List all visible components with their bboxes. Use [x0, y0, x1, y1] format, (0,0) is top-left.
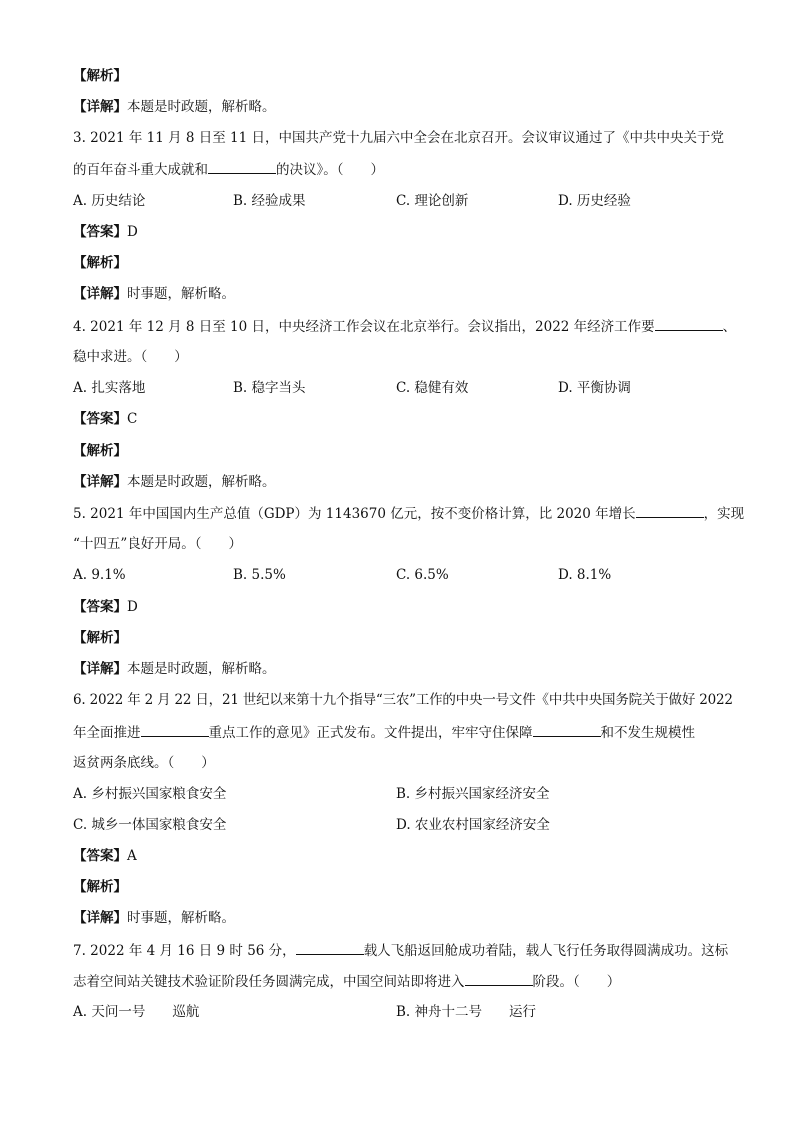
q7-option-a: A. 天问一号 巡航 — [73, 1004, 200, 1020]
q4-option-c: C. 稳健有效 — [396, 380, 469, 396]
detail-line: 【详解】本题是时政题，解析略。 — [73, 99, 276, 115]
q4-option-a: A. 扎实落地 — [73, 380, 146, 396]
q4-analysis-label: 【解析】 — [73, 443, 127, 459]
q4-stem-line2: 稳中求进。（ ） — [73, 349, 188, 365]
q6-stem-line2: 年全面推进 重点工作的意见》正式发布。文件提出，牢牢守住保障 和不发生规模性 — [73, 722, 724, 742]
q6-analysis-label: 【解析】 — [73, 879, 127, 895]
q6-option-c: C. 城乡一体国家粮食安全 — [73, 817, 227, 833]
q3-blank — [208, 159, 276, 174]
q3-answer: 【答案】D — [73, 224, 138, 240]
q6-option-a: A. 乡村振兴国家粮食安全 — [73, 786, 227, 802]
q6-answer: 【答案】A — [73, 848, 137, 864]
q4-blank — [655, 316, 723, 331]
q3-detail: 【详解】时事题，解析略。 — [73, 286, 235, 302]
q6-options-row1 — [73, 784, 724, 804]
q6-stem-line3: 返贫两条底线。（ ） — [73, 755, 215, 771]
q7-stem-line1: 7. 2022 年 4 月 16 日 9 时 56 分， 载人飞船返回舱成功着陆，载人飞行任务取得圆满成功。这标 — [73, 940, 724, 960]
q5-blank — [636, 503, 704, 518]
q6-blank-1 — [141, 722, 209, 737]
q6-stem-line1: 6. 2022 年 2 月 22 日，21 世纪以来第十九个指导“三农”工作的中央一号文件《中共中央国务院关于做好 2022 — [73, 692, 733, 708]
q5-option-d: D. 8.1% — [558, 567, 612, 583]
q3-option-b: B. 经验成果 — [233, 193, 306, 209]
q5-stem-line2: “十四五”良好开局。（ ） — [73, 536, 243, 552]
q6-blank-2 — [533, 722, 601, 737]
q7-blank-2 — [465, 971, 533, 986]
q4-detail: 【详解】本题是时政题，解析略。 — [73, 474, 276, 490]
q6-option-b: B. 乡村振兴国家经济安全 — [396, 786, 550, 802]
q3-stem-line1: 3. 2021 年 11 月 8 日至 11 日，中国共产党十九届六中全会在北京召开。会议审议通过了《中共中央关于党 — [73, 130, 725, 146]
q7-option-b: B. 神舟十二号 运行 — [396, 1004, 537, 1020]
q5-option-c: C. 6.5% — [396, 567, 449, 583]
q5-detail: 【详解】本题是时政题，解析略。 — [73, 661, 276, 677]
q6-option-d: D. 农业农村国家经济安全 — [396, 817, 550, 833]
q3-analysis-label: 【解析】 — [73, 255, 127, 271]
q5-analysis-label: 【解析】 — [73, 630, 127, 646]
q5-stem-line1: 5. 2021 年中国国内生产总值（GDP）为 1143670 亿元，按不变价格计算，比 2020 年增长 ，实现 — [73, 503, 724, 523]
q6-options-row2 — [73, 815, 724, 835]
q5-option-a: A. 9.1% — [73, 567, 126, 583]
q3-option-d: D. 历史经验 — [558, 193, 631, 209]
q3-stem-line2: 的百年奋斗重大成就和 的决议》。（ ） — [73, 159, 724, 179]
analysis-label: 【解析】 — [73, 68, 127, 84]
q5-answer: 【答案】D — [73, 599, 138, 615]
q3-option-c: C. 理论创新 — [396, 193, 469, 209]
q7-stem-line2: 志着空间站关键技术验证阶段任务圆满完成，中国空间站即将进入 阶段。（ ） — [73, 971, 724, 991]
q6-detail: 【详解】时事题，解析略。 — [73, 910, 235, 926]
q7-blank-1 — [296, 940, 364, 955]
q5-options — [73, 565, 724, 585]
q4-option-d: D. 平衡协调 — [558, 380, 631, 396]
q4-answer: 【答案】C — [73, 411, 138, 427]
q4-option-b: B. 稳字当头 — [233, 380, 306, 396]
q3-options — [73, 191, 724, 211]
q4-stem-line1: 4. 2021 年 12 月 8 日至 10 日，中央经济工作会议在北京举行。会议指出，2022 年经济工作要 、 — [73, 316, 724, 336]
q3-option-a: A. 历史结论 — [73, 193, 146, 209]
q7-options — [73, 1002, 724, 1022]
q4-options — [73, 378, 724, 398]
q5-option-b: B. 5.5% — [233, 567, 286, 583]
